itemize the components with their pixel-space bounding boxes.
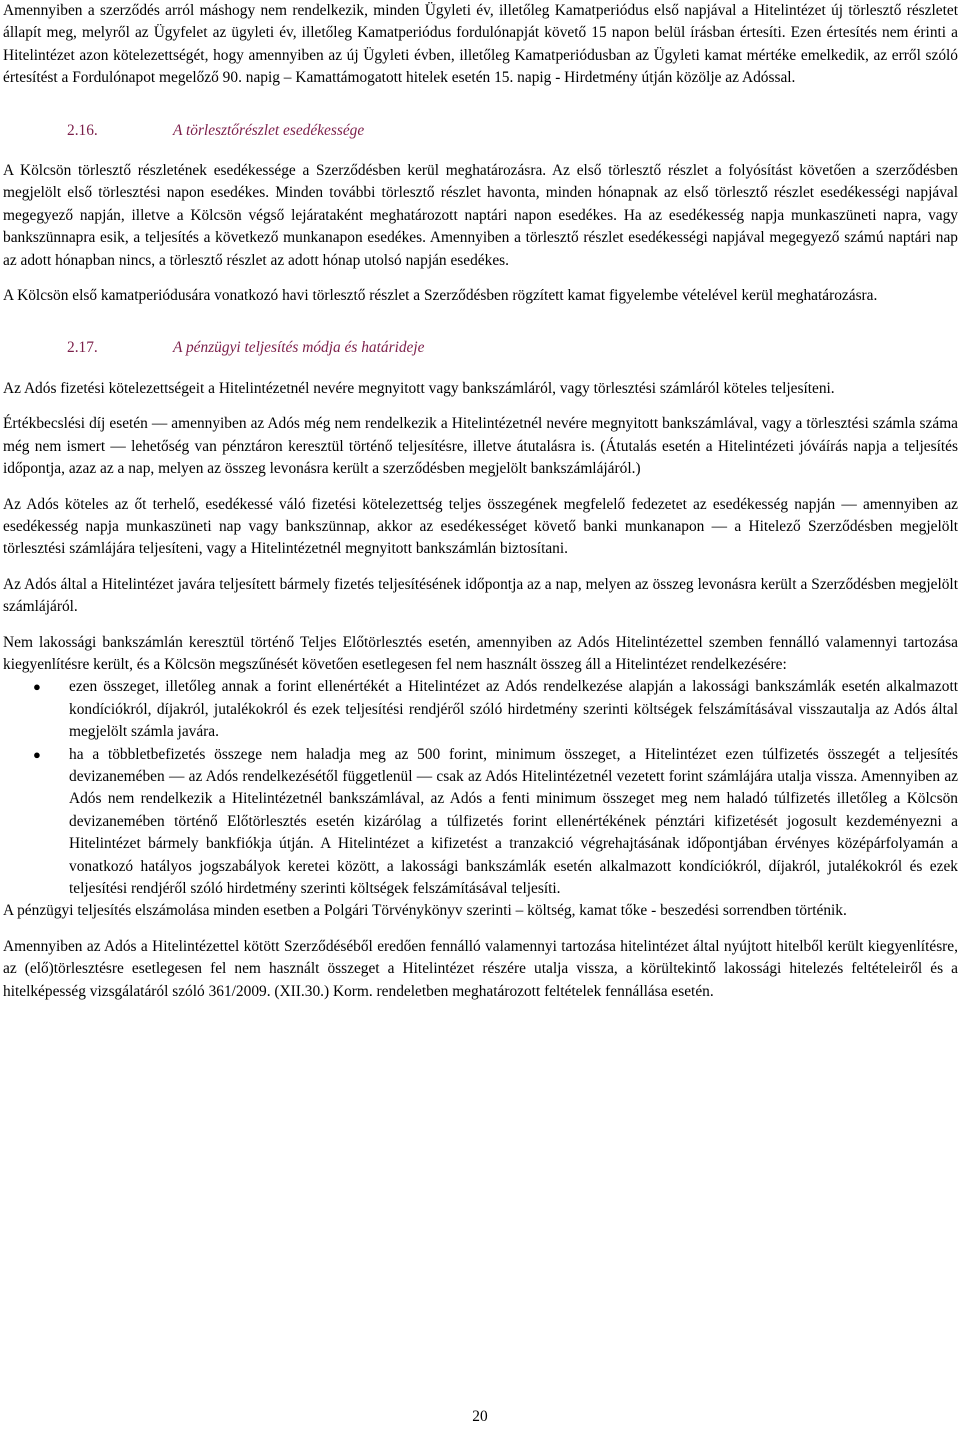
bullet-dot-icon: ●: [33, 746, 41, 762]
paragraph-intro: Amennyiben a szerződés arról máshogy nem rendelkezik, minden Ügyleti év, illetőleg Kamatperiódus első napjával a Hitelintézet új törlesztő részletet állapít meg, melyről az Ügyfelet az ügyleti év, illetőleg Kamatperiódus fordulónapját követő 15 napon belül írásban értesíti. Ezen értesítés nem érinti a Hitelintézet azon kötelezettségét, hogy amennyiben az új Ügyleti évben, illetőleg Kamatperiódusban az Ügyleti kamat mértéke emelkedik, az erről szóló értesítést a Fordulónapot megelőző 90. napig – Kamattámogatott hitelek esetén 15. napig - Hirdetmény útján közölje az Adóssal.: [3, 2, 958, 87]
paragraph-2-17-e: Nem lakossági bankszámlán keresztül történő Teljes Előtörlesztés esetén, amennyiben az Adós Hitelintézettel szemben fennálló valamennyi tartozása kiegyenlítésre került, és a Kölcsön megszűnését követően esetlegesen fel nem használt összeg áll a Hitelintézet rendelkezésére:: [3, 633, 958, 673]
paragraph-2-17-c: Az Adós köteles az őt terhelő, esedékessé váló fizetési kötelezettség teljes összegének megfelelő fedezetet az esedékesség napján — amennyiben az esedékesség napja munkaszüneti nap vagy bankszünnap, akkor az esedékességet követő banki munkanapon — a Hitelező Szerződésben megjelölt törlesztési számlájára teljesíteni, vagy a Hitelintézetnél megnyitott bankszámlán biztosítani.: [3, 495, 958, 558]
section-title: A pénzügyi teljesítés módja és határideje: [173, 339, 425, 357]
list-item: [3, 744, 958, 901]
paragraph-2-17-g: Amennyiben az Adós a Hitelintézettel kötött Szerződéséből eredően fennálló valamennyi tartozása hitelintézet által nyújtott hitelből került kiegyenlítésre, az (elő)törlesztésre esetlegesen fel nem használt összeget a Hitelintézet részére utalja vissza, a körültekintő lakossági hitelezés feltételeiről és a hitelképesség vizsgálatáról szóló 361/2009. (XII.30.) Korm. rendeletben meghatározott feltételek fennállása esetén.: [3, 937, 958, 1000]
list-item-text: ezen összeget, illetőleg annak a forint ellenértékét a Hitelintézet az Adós rendelkezése alapján a lakossági bankszámlák esetén alkalmazott kondíciókról, díjakról, jutalékokról és ezek teljesítési rendjéről szóló hirdetmény szerinti költségek felszámításával visszautalja az Adós által megjelölt számla javára.: [69, 678, 958, 741]
bullet-dot-icon: ●: [33, 679, 41, 695]
list-item-text: ha a többletbefizetés összege nem haladja meg az 500 forint, minimum összeget, a Hitelintézet ezen túlfizetés összegét a teljesítés devizanemében — az Adós rendelkezésétől függetlenül — csak az Adós Hitelintézetnél vezetett forint számlájára utalja vissza. Amennyiben az Adós nem rendelkezik a Hitelintézetnél bankszámlával, az Adós a fenti minimum összeget meg nem haladó túlfizetés illetőleg a Kölcsön devizanemében történő Előtörlesztés esetén kizárólag a túlfizetés forint ellenértékének pénztári kifizetését jogosult kezdeményezni a Hitelintézet bármely bankfiókja útján. A Hitelintézet a kifizetést a tranzakció végrehajtásának időpontjában érvényes középárfolyamán a vonatkozó hatályos jogszabályok keretei között, a lakossági bankszámlák esetén alkalmazott kondíciókról, díjakról, jutalékokról és ezek teljesítési rendjéről szóló hirdetmény szerinti költségek felszámításával teljesíti.: [69, 745, 958, 897]
paragraph-2-17-a: Az Adós fizetési kötelezettségeit a Hitelintézetnél nevére megnyitott vagy bankszámláról, vagy törlesztési számláról köteles teljesíteni.: [3, 379, 835, 397]
bullet-list: [3, 676, 958, 900]
section-heading-2-16: [3, 120, 958, 142]
section-number: 2.17.: [67, 339, 98, 357]
page-number: 20: [472, 1408, 488, 1425]
paragraph-2-16-a: A Kölcsön törlesztő részletének esedékessége a Szerződésben kerül meghatározásra. Az első törlesztő részlet a folyósítást követően a szerződésben megjelölt első törlesztési napon esedékes. Minden további törlesztő részlet havonta, minden hónapnak az első törlesztő részlet esedékességi napjával megegyező napján, illetve a Kölcsön végső lejárataként meghatározott naptári napon esedékes. Ha az esedékesség napja munkaszüneti napra, vagy bankszünnapra esik, a teljesítés a következő munkanapon esedékes. Amennyiben a törlesztő részlet esedékességi napjával megegyező számú naptári nap az adott hónapban nincs, a törlesztő részlet az adott hónap utolsó napján esedékes.: [3, 162, 958, 269]
document-page: [3, 0, 958, 1003]
paragraph-2-17-f: A pénzügyi teljesítés elszámolása minden esetben a Polgári Törvénykönyv szerinti – költség, kamat tőke - beszedési sorrendben történik.: [3, 902, 847, 920]
list-item: [3, 676, 958, 743]
paragraph-2-17-b: Értékbecslési díj esetén — amennyiben az Adós még nem rendelkezik a Hitelintézetnél nevére megnyitott bankszámlával, vagy a törlesztési számla száma még nem ismert — lehetőség van pénztáron keresztül történő teljesítésre, illetve átutalásra is. (Átutalás esetén a Hitelintézeti jóváírás napja a teljesítés időpontja, azaz az a nap, melyen az összeg levonásra került a szerződésben megjelölt bankszámlájáról.): [3, 415, 958, 478]
section-title: A törlesztőrészlet esedékessége: [173, 121, 365, 139]
section-heading-2-17: [3, 337, 958, 359]
paragraph-2-16-b: A Kölcsön első kamatperiódusára vonatkozó havi törlesztő részlet a Szerződésben rögzített kamat figyelembe vételével kerül meghatározásra.: [3, 287, 878, 305]
paragraph-2-17-d: Az Adós által a Hitelintézet javára teljesített bármely fizetés teljesítésének időpontja az a nap, melyen az összeg levonásra került a Szerződésben megjelölt számlájáról.: [3, 575, 958, 616]
section-number: 2.16.: [67, 121, 98, 139]
